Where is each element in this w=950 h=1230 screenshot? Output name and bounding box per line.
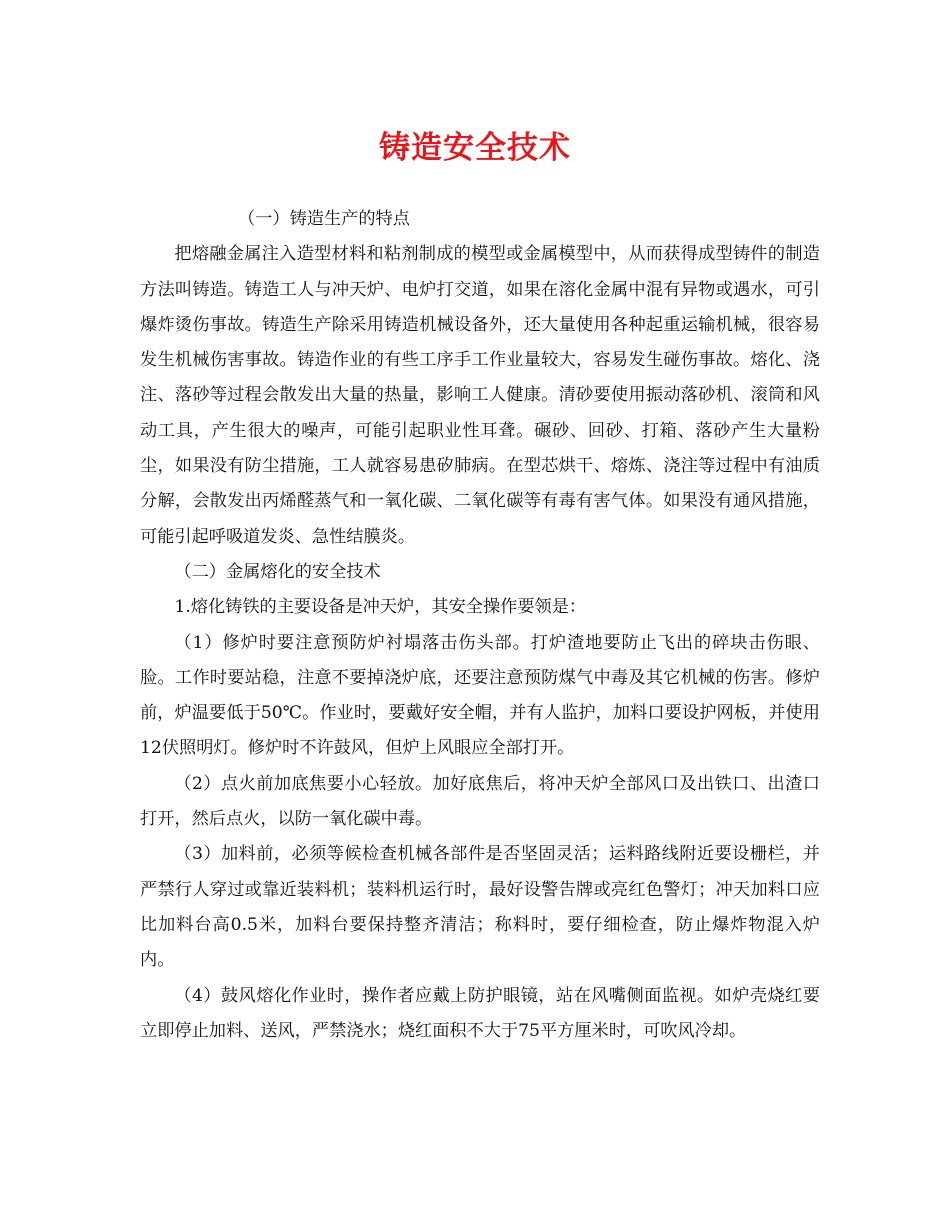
paragraph-point-4: （4）鼓风熔化作业时，操作者应戴上防护眼镜，站在风嘴侧面监视。如炉壳烧红要立即停止加料、送风，严禁浇水；烧红面积不大于75平方厘米时，可吹风冷却。 bbox=[140, 985, 820, 1041]
paragraph-point-3: （3）加料前，必须等候检查机械各部件是否坚固灵活；运料路线附近要设栅栏，并严禁行人穿过或靠近装料机；装料机运行时，最好设警告牌或亮红色警灯；冲天加料口应比加料台高0.5米，加料台要保持整齐清洁；称料时，要仔细检查，防止爆炸物混入炉内。 bbox=[140, 844, 820, 971]
paragraph-point-1: （1）修炉时要注意预防炉衬塌落击伤头部。打炉渣地要防止飞出的碎块击伤眼、脸。工作时要站稳，注意不要掉浇炉底，还要注意预防煤气中毒及其它机械的伤害。修炉前，炉温要低于50℃。作业时，要戴好安全帽，并有人监护，加料口要设护网板，并使用12伏照明灯。修炉时不许鼓风，但炉上风眼应全部打开。 bbox=[140, 632, 820, 759]
item-heading-1: 1.熔化铸铁的主要设备是冲天炉，其安全操作要领是： bbox=[174, 597, 587, 618]
paragraph-casting-characteristics: 把熔融金属注入造型材料和粘剂制成的模型或金属模型中，从而获得成型铸件的制造方法叫铸造。铸造工人与冲天炉、电炉打交道，如果在溶化金属中混有异物或遇水，可引爆炸烫伤事故。铸造生产除采用铸造机械设备外，还大量使用各种起重运输机械，很容易发生机械伤害事故。铸造作业的有些工序手工作业量较大，容易发生碰伤事故。熔化、浇注、落砂等过程会散发出大量的热量，影响工人健康。清砂要使用振动落砂机、滚筒和风动工具，产生很大的噪声，可能引起职业性耳聋。碾砂、回砂、打箱、落砂产生大量粉尘，如果没有防尘措施，工人就容易患矽肺病。在型芯烘干、熔炼、浇注等过程中有油质分解，会散发出丙烯醛蒸气和一氧化碳、二氧化碳等有毒有害气体。如果没有通风措施，可能引起呼吸道发炎、急性结膜炎。 bbox=[140, 244, 820, 547]
document-title: 铸造安全技术 bbox=[379, 130, 571, 166]
paragraph-point-2: （2）点火前加底焦要小心轻放。加好底焦后，将冲天炉全部风口及出铁口、出渣口打开，然后点火，以防一氧化碳中毒。 bbox=[140, 773, 820, 830]
section-heading-2: （二）金属熔化的安全技术 bbox=[174, 561, 381, 582]
document-body bbox=[140, 202, 820, 1049]
section-heading-1: （一）铸造生产的特点 bbox=[238, 209, 410, 229]
